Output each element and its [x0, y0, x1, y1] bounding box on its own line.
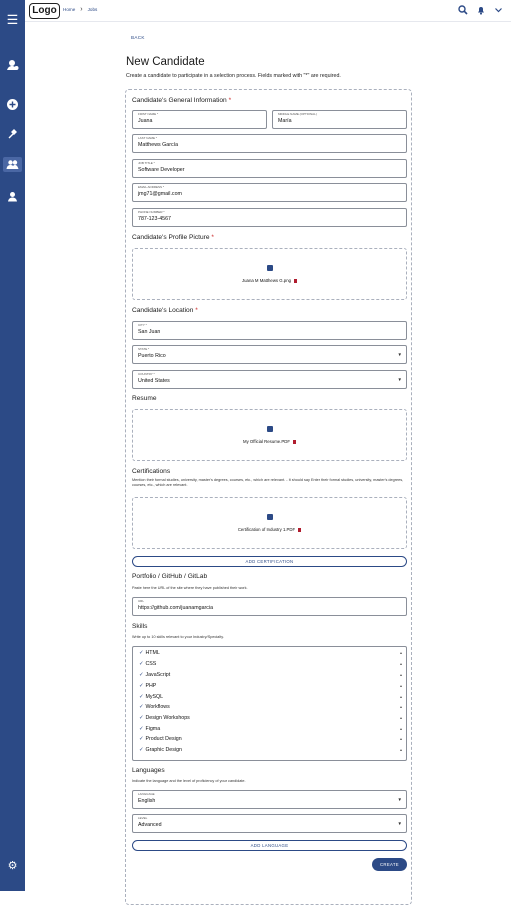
language-value: English: [138, 797, 156, 804]
check-icon: ✓: [139, 661, 144, 667]
breadcrumb-separator: ›: [80, 6, 83, 13]
general-info-heading: [132, 97, 231, 104]
logo[interactable]: Logo: [29, 3, 60, 19]
tool-icon[interactable]: [6, 127, 19, 140]
profile-picture-title: Candidate's Profile Picture: [132, 234, 210, 241]
skill-label: Workflows: [145, 704, 170, 710]
country-select[interactable]: [132, 370, 407, 389]
top-bar: [25, 0, 511, 22]
skill-label: Design Workshops: [145, 715, 190, 721]
profile-picture-filename: Juana M Matthews G.png: [242, 278, 291, 283]
email-value: jmg71@gmail.com: [138, 190, 182, 197]
resume-filename: My Official Resume.PDF: [243, 439, 290, 444]
job-title-value: Software Developer: [138, 166, 185, 173]
skill-item[interactable]: [139, 726, 160, 732]
candidates-icon[interactable]: [3, 157, 22, 172]
middle-name-value: María: [278, 117, 292, 124]
location-heading: [132, 307, 198, 314]
check-icon: ✓: [139, 704, 144, 710]
middle-name-field[interactable]: [272, 110, 407, 129]
trash-icon[interactable]: [293, 440, 296, 444]
resume-title: Resume: [132, 395, 157, 402]
skill-label: HTML: [145, 650, 160, 656]
person-icon[interactable]: [6, 190, 19, 203]
dropdown-icon[interactable]: ▴: [399, 672, 402, 677]
dropdown-icon: ▼: [397, 377, 402, 382]
dropdown-icon[interactable]: ▴: [399, 736, 402, 741]
certification-file: [133, 527, 406, 532]
certifications-title: Certifications: [132, 468, 171, 475]
certification-filename: Certification of Industry 1.PDF: [237, 527, 296, 532]
check-icon: ✓: [139, 736, 144, 742]
check-icon: ✓: [139, 747, 144, 753]
dropdown-icon: ▼: [397, 797, 402, 802]
country-value: United States: [138, 377, 170, 384]
back-link[interactable]: BACK: [131, 35, 145, 40]
image-icon: [267, 514, 273, 520]
level-label: LEVEL: [138, 816, 148, 820]
image-icon: [267, 265, 273, 271]
add-language-button[interactable]: ADD LANGUAGE: [132, 840, 407, 851]
skill-item[interactable]: [139, 661, 156, 667]
last-name-label: LAST NAME *: [138, 136, 157, 140]
skills-list[interactable]: [132, 646, 407, 761]
profile-picture-file: [133, 278, 406, 283]
language-select[interactable]: [132, 790, 407, 809]
skill-item[interactable]: [139, 736, 182, 742]
state-select[interactable]: [132, 345, 407, 364]
resume-file: [133, 439, 406, 444]
level-value: Advanced: [138, 821, 162, 828]
profile-picture-dropzone[interactable]: [132, 248, 407, 300]
image-icon: [267, 426, 273, 432]
skills-hint: Write up to 10 skills relevant to your Industry/Specialty.: [132, 635, 224, 639]
menu-icon[interactable]: ☰: [6, 12, 19, 27]
skill-label: Graphic Design: [145, 747, 182, 753]
dropdown-icon[interactable]: ▴: [399, 704, 402, 709]
skill-label: CSS: [145, 661, 157, 667]
first-name-value: Juana: [138, 117, 153, 124]
phone-field[interactable]: [132, 208, 407, 227]
last-name-field[interactable]: [132, 134, 407, 153]
languages-title: Languages: [132, 767, 165, 774]
country-label: COUNTRY *: [138, 372, 155, 376]
state-label: STATE *: [138, 347, 150, 351]
dropdown-icon[interactable]: ▴: [399, 726, 402, 731]
profile-picture-heading: [132, 234, 214, 241]
skill-item[interactable]: [139, 672, 170, 678]
certifications-hint: Mention their formal studies, university, master's degrees, courses, etc., which are relevant. - It should say Enter their formal studies, university, master's degrees, courses, etc., which are relevant.: [132, 478, 404, 487]
dropdown-icon[interactable]: ▴: [399, 715, 402, 720]
check-icon: ✓: [139, 650, 144, 656]
dropdown-icon[interactable]: ▴: [399, 683, 402, 688]
skill-item[interactable]: [139, 694, 163, 700]
last-name-value: Matthews García: [138, 141, 179, 148]
bell-icon[interactable]: [476, 5, 486, 17]
job-title-label: JOB TITLE *: [138, 161, 155, 165]
skill-item[interactable]: [139, 650, 160, 656]
email-field[interactable]: [132, 183, 407, 202]
language-label: LANGUAGE: [138, 792, 155, 796]
top-bar-actions: [458, 5, 503, 17]
check-icon: ✓: [139, 694, 144, 700]
dropdown-icon: ▼: [397, 352, 402, 357]
create-button[interactable]: CREATE: [372, 858, 407, 871]
certification-dropzone[interactable]: [132, 497, 407, 549]
add-user-icon[interactable]: [6, 58, 19, 71]
skills-title: Skills: [132, 623, 148, 630]
phone-label: PHONE NUMBER *: [138, 210, 165, 214]
city-value: San Juan: [138, 328, 161, 335]
middle-name-label: MIDDLE NAME (OPTIONAL): [278, 112, 317, 116]
first-name-label: FIRST NAME *: [138, 112, 159, 116]
dropdown-icon[interactable]: ▴: [399, 650, 402, 655]
first-name-field[interactable]: [132, 110, 267, 129]
add-circle-icon[interactable]: [6, 98, 19, 111]
city-label: CITY *: [138, 323, 147, 327]
skill-label: Figma: [145, 726, 161, 732]
add-certification-button[interactable]: ADD CERTIFICATION: [132, 556, 407, 567]
breadcrumb-jobs[interactable]: Jobs: [87, 7, 98, 12]
location-title: Candidate's Location: [132, 307, 194, 314]
dropdown-icon[interactable]: ▴: [399, 694, 402, 699]
general-info-title: Candidate's General Information: [132, 97, 227, 104]
required-mark: *: [211, 234, 214, 241]
breadcrumb: [63, 6, 97, 13]
settings-icon[interactable]: ⚙: [7, 860, 18, 872]
check-icon: ✓: [139, 726, 144, 732]
candidate-form: [125, 89, 412, 905]
dropdown-icon[interactable]: ▴: [399, 661, 402, 666]
page-subtitle: Create a candidate to participate in a selection process. Fields marked with "*" are required.: [126, 73, 341, 79]
dropdown-icon[interactable]: ▴: [399, 747, 402, 752]
portfolio-url-value: https://github.com/juanamgarcia: [138, 604, 214, 611]
skill-item[interactable]: [139, 715, 190, 721]
trash-icon[interactable]: [298, 528, 301, 532]
skill-label: Product Design: [145, 736, 182, 742]
skill-label: MySQL: [145, 694, 164, 700]
skill-label: PHP: [145, 683, 157, 689]
portfolio-hint: Paste here the URL of the site where they have published their work.: [132, 586, 248, 590]
check-icon: ✓: [139, 672, 144, 678]
page-title: New Candidate: [126, 56, 205, 68]
check-icon: ✓: [139, 683, 144, 689]
portfolio-title: Portfolio / GitHub / GitLab: [132, 573, 208, 580]
job-title-field[interactable]: [132, 159, 407, 178]
portfolio-url-label: URL: [138, 599, 145, 603]
required-mark: *: [195, 307, 198, 314]
sidebar: [0, 0, 25, 891]
resume-dropzone[interactable]: [132, 409, 407, 461]
phone-value: 787-123-4567: [138, 215, 171, 222]
required-mark: *: [228, 97, 232, 104]
skill-item[interactable]: [139, 747, 182, 753]
breadcrumb-home[interactable]: Home: [63, 7, 76, 12]
dropdown-icon: ▼: [397, 821, 402, 826]
chevron-down-icon[interactable]: [494, 5, 503, 17]
languages-hint: Indicate the language and the level of proficiency of your candidate.: [132, 779, 246, 783]
search-icon[interactable]: [458, 5, 468, 17]
state-value: Puerto Rico: [138, 352, 166, 359]
check-icon: ✓: [139, 715, 144, 721]
skill-label: JavaScript: [145, 672, 171, 678]
level-select[interactable]: [132, 814, 407, 833]
city-field[interactable]: [132, 321, 407, 340]
portfolio-url-field[interactable]: [132, 597, 407, 616]
skill-item[interactable]: [139, 704, 170, 710]
trash-icon[interactable]: [294, 279, 297, 283]
email-label: EMAIL ADDRESS *: [138, 185, 165, 189]
skill-item[interactable]: [139, 683, 156, 689]
